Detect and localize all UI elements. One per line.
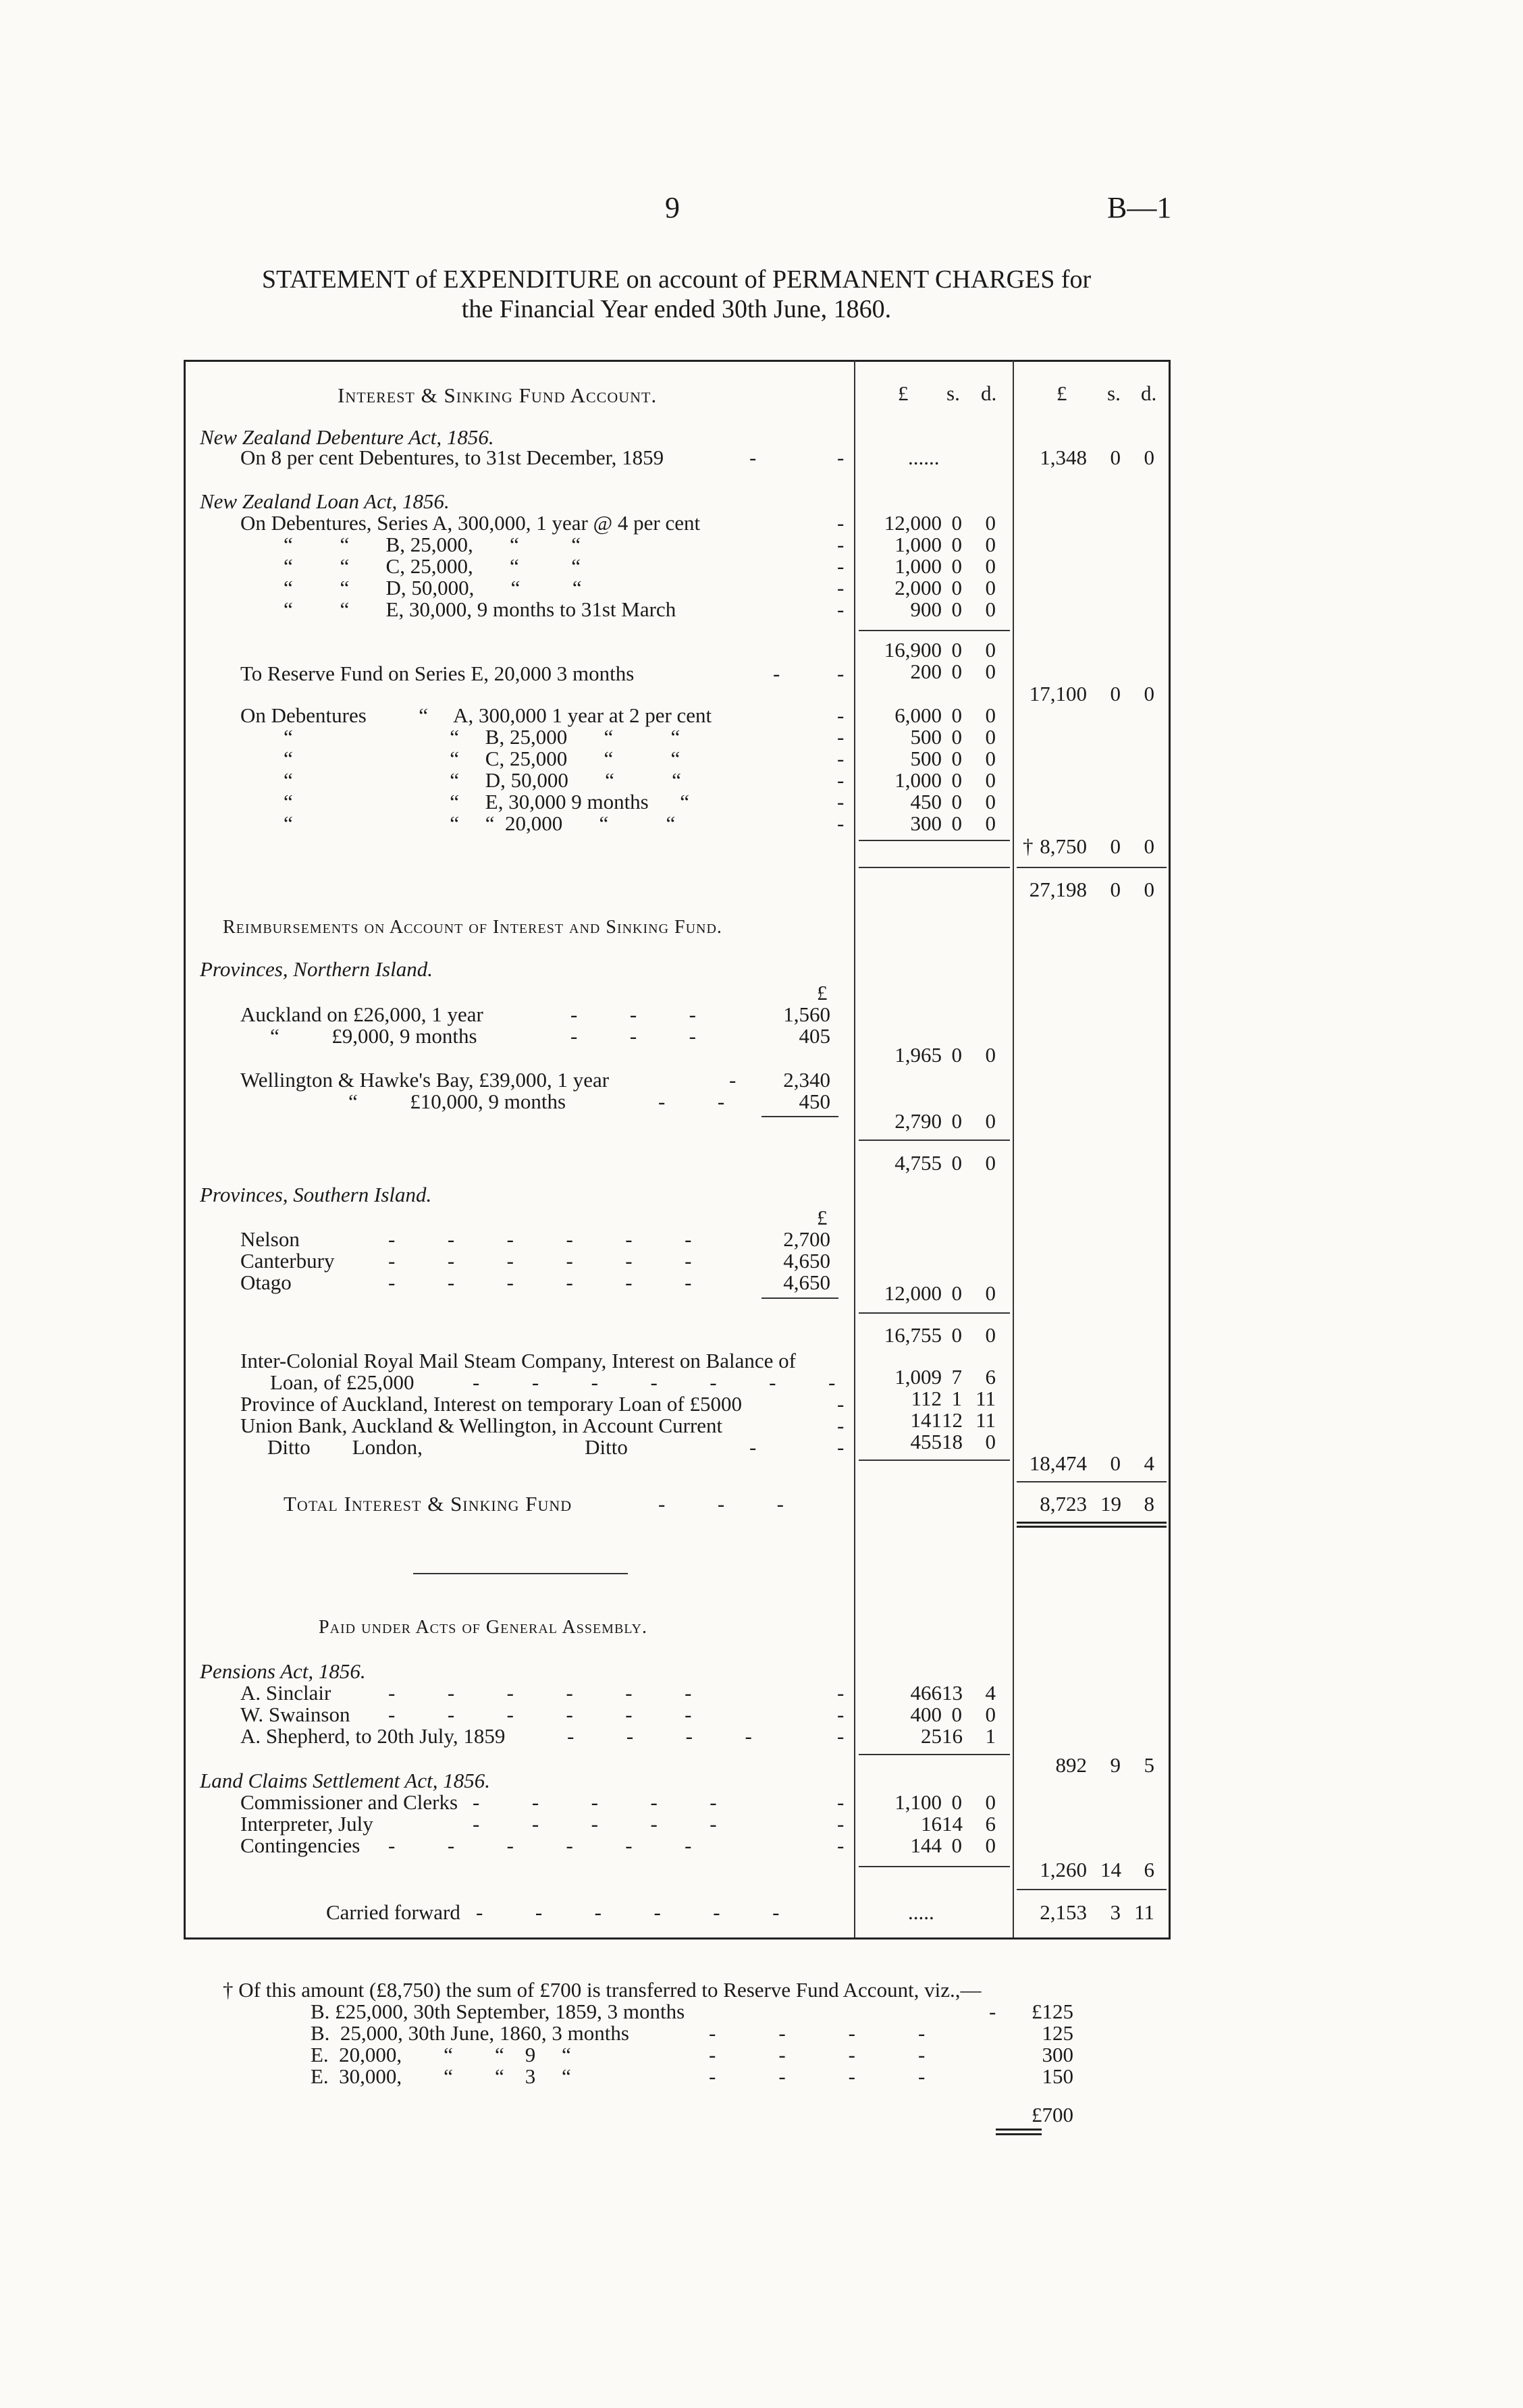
debenture-row-l: 450 — [910, 790, 942, 813]
debenture-row-l: 500 — [910, 747, 942, 770]
auckland-total-s: 0 — [951, 1043, 962, 1067]
series-s: 0 — [951, 511, 962, 535]
series-d: 0 — [985, 576, 996, 599]
leader-dash: - — [837, 811, 845, 835]
footnote-total: £700 — [1032, 2103, 1073, 2126]
pensioner-name: A. Sinclair — [240, 1681, 331, 1705]
debenture-row-d: 0 — [985, 790, 996, 813]
debenture-row-d: 0 — [985, 747, 996, 770]
table-right-rule — [1169, 360, 1171, 1939]
auckland-line-1: Auckland on £26,000, 1 year — [240, 1002, 483, 1026]
total-interest-l: 8,723 — [1040, 1492, 1087, 1516]
debenture-line: On 8 per cent Debentures, to 31st December, 1859 — [240, 446, 664, 469]
reserve-d: 0 — [985, 660, 996, 683]
debenture-row-d: 0 — [985, 811, 996, 835]
leader-dashes: - - - - — [709, 2043, 926, 2066]
column-divider-2 — [1013, 360, 1014, 1939]
pension-l: 400 — [910, 1703, 942, 1726]
leader-dashes: - - - — [570, 1024, 696, 1048]
double-rule — [1017, 1526, 1167, 1528]
land-claims-s: 0 — [951, 1834, 962, 1857]
leader-dashes: - - - - - - — [388, 1227, 692, 1251]
leader-dashes: - - - - — [709, 2064, 926, 2088]
pensions-total-d: 5 — [1144, 1753, 1154, 1777]
southern-total-d: 0 — [985, 1281, 996, 1305]
leader-dashes: - - - — [570, 1002, 696, 1026]
debenture-row-label: “ “ E, 30,000 9 months “ — [284, 790, 690, 813]
series-d: 0 — [985, 597, 996, 621]
debentures-total-d: 0 — [1144, 834, 1154, 858]
wellington-amount-1: 2,340 — [783, 1068, 830, 1092]
intercolonial-line-1: Inter-Colonial Royal Mail Steam Company, Interest on Balance of — [240, 1349, 796, 1372]
statement-subtitle: the Financial Year ended 30th June, 1860. — [461, 295, 892, 323]
series-l: 12,000 — [884, 511, 942, 535]
wellington-total-d: 0 — [985, 1109, 996, 1133]
total-interest-s: 19 — [1100, 1492, 1121, 1516]
debenture-row-s: 0 — [951, 811, 962, 835]
table-bottom-rule — [184, 1937, 1171, 1939]
total-rule — [1017, 867, 1167, 868]
leader-dashes: - - - - - - — [388, 1270, 692, 1294]
leader-dash: - — [837, 1392, 845, 1416]
land-claims-total-d: 6 — [1144, 1858, 1154, 1881]
land-claims-s: 0 — [951, 1790, 962, 1814]
interest-grand-total-d: 0 — [1144, 878, 1154, 901]
reserve-label: To Reserve Fund on Series E, 20,000 3 months — [240, 662, 635, 685]
intercolonial-line-2: Loan, of £25,000 — [270, 1370, 415, 1394]
province-loan-d: 11 — [976, 1387, 996, 1410]
intercolonial-l: 1,009 — [894, 1365, 942, 1389]
debenture-row-s: 0 — [951, 703, 962, 727]
ditto-l: 455 — [910, 1430, 942, 1453]
debenture-row-l: 500 — [910, 725, 942, 749]
interest-heading: Interest & Sinking Fund Account. — [338, 383, 658, 407]
leader-dash: - — [837, 725, 845, 749]
ditto-label: Ditto London, Ditto — [267, 1435, 628, 1459]
leader-dash: - — [749, 446, 757, 469]
leader-dash: - — [837, 790, 845, 813]
leader-dash: - — [837, 554, 845, 578]
carried-dots: ..... — [908, 1900, 934, 1924]
northern-total-d: 0 — [985, 1151, 996, 1175]
loan-total-s: 0 — [1110, 682, 1121, 705]
carried-forward-label: Carried forward — [326, 1900, 460, 1924]
auckland-total-d: 0 — [985, 1043, 996, 1067]
leader-dash: - — [837, 1703, 845, 1726]
subtotal-rule — [859, 630, 1010, 631]
auckland-total-l: 1,965 — [894, 1043, 942, 1067]
carried-forward-l: 2,153 — [1040, 1900, 1087, 1924]
footnote-item: B. 25,000, 30th June, 1860, 3 months — [311, 2021, 629, 2045]
shillings-header-2: s. — [1107, 381, 1121, 405]
land-claims-item: Commissioner and Clerks — [240, 1790, 458, 1814]
northern-total-l: 4,755 — [894, 1151, 942, 1175]
pension-s: 16 — [942, 1724, 963, 1748]
footnote-amount: £125 — [1032, 2000, 1073, 2023]
leader-dashes: - - - - - - — [388, 1249, 692, 1273]
reimbursements-heading: Reimbursements on Account of Interest and Sinking Fund. — [223, 917, 722, 938]
union-bank-label: Union Bank, Auckland & Wellington, in Account Current — [240, 1414, 723, 1437]
series-l: 1,000 — [894, 554, 942, 578]
auckland-line-2: “ £9,000, 9 months — [270, 1024, 477, 1048]
footnote-amount: 300 — [1042, 2043, 1073, 2066]
subtotal-rule — [859, 1866, 1010, 1867]
leader-dash: - — [837, 1834, 845, 1857]
series-label: “ “ C, 25,000, “ “ — [284, 554, 581, 578]
column-divider-1 — [854, 360, 855, 1939]
pound-header-2: £ — [1057, 381, 1067, 405]
land-claims-total-s: 14 — [1100, 1858, 1121, 1881]
leader-dash: - — [837, 576, 845, 599]
subtotal-rule — [859, 840, 1010, 841]
leader-dash: - — [837, 1681, 845, 1705]
leader-dashes: - - - — [658, 1492, 784, 1516]
southern-island-title: Provinces, Southern Island. — [200, 1183, 432, 1206]
interest-grand-total-s: 0 — [1110, 878, 1121, 901]
leader-dash: - — [837, 511, 845, 535]
pensions-total-s: 9 — [1110, 1753, 1121, 1777]
leader-dash: - — [837, 662, 845, 685]
northern-total-s: 0 — [951, 1151, 962, 1175]
table-left-rule — [184, 360, 186, 1939]
loan-act-title: New Zealand Loan Act, 1856. — [200, 489, 450, 513]
debenture-row-l: 1,000 — [894, 768, 942, 792]
debentures-total-s: 0 — [1110, 834, 1121, 858]
wellington-line-1: Wellington & Hawke's Bay, £39,000, 1 year — [240, 1068, 610, 1092]
subtotal-rule — [859, 1754, 1010, 1755]
auckland-amount-2: 405 — [799, 1024, 830, 1048]
province-amount: 4,650 — [783, 1249, 830, 1273]
pensioner-name: A. Shepherd, to 20th July, 1859 — [240, 1724, 506, 1748]
debenture-total-d: 0 — [1144, 446, 1154, 469]
section-separator — [413, 1573, 628, 1574]
province-name: Nelson — [240, 1227, 300, 1251]
pound-sign: £ — [817, 1206, 828, 1229]
land-claims-d: 0 — [985, 1790, 996, 1814]
union-bank-l: 141 — [910, 1408, 942, 1432]
series-s: 0 — [951, 554, 962, 578]
series-d: 0 — [985, 533, 996, 556]
amount-rule — [762, 1297, 838, 1299]
subtotal-rule — [859, 867, 1010, 868]
debenture-row-d: 0 — [985, 703, 996, 727]
debentures-total-l: 8,750 — [1040, 834, 1087, 858]
carried-forward-d: 11 — [1134, 1900, 1154, 1924]
double-rule — [996, 2129, 1042, 2131]
debenture-row-s: 0 — [951, 768, 962, 792]
land-claims-total-l: 1,260 — [1040, 1858, 1087, 1881]
pensions-total-l: 892 — [1055, 1753, 1087, 1777]
interest-grand-total-l: 27,198 — [1029, 878, 1087, 901]
dagger-mark: † — [1023, 834, 1034, 858]
debenture-row-d: 0 — [985, 725, 996, 749]
leader-dash: - — [837, 768, 845, 792]
leader-dash: - — [837, 1435, 845, 1459]
series-label: “ “ E, 30,000, 9 months to 31st March — [284, 597, 676, 621]
pension-s: 13 — [942, 1681, 963, 1705]
series-label: “ “ D, 50,000, “ “ — [284, 576, 582, 599]
intercolonial-s: 7 — [951, 1365, 962, 1389]
leader-dashes: - - - - - - — [476, 1900, 780, 1924]
subtotal-rule — [859, 1312, 1010, 1314]
land-claims-d: 0 — [985, 1834, 996, 1857]
debenture-row-l: 6,000 — [894, 703, 942, 727]
debenture-total-s: 0 — [1110, 446, 1121, 469]
leader-dashes: - - - - - — [473, 1790, 717, 1814]
province-name: Otago — [240, 1270, 292, 1294]
reserve-s: 0 — [951, 660, 962, 683]
series-s: 0 — [951, 597, 962, 621]
total-interest-d: 8 — [1144, 1492, 1154, 1516]
footnote-intro: † Of this amount (£8,750) the sum of £700 is transferred to Reserve Fund Account, viz.,— — [223, 1978, 982, 2002]
leader-dashes: - - - - — [709, 2021, 926, 2045]
series-l: 900 — [910, 597, 942, 621]
pension-l: 466 — [910, 1681, 942, 1705]
debenture-row-d: 0 — [985, 768, 996, 792]
southern-total-s: 0 — [951, 1281, 962, 1305]
debenture-row-label: On Debentures “ A, 300,000 1 year at 2 per cent — [240, 703, 712, 727]
leader-dashes: - - - - — [567, 1724, 752, 1748]
wellington-total-l: 2,790 — [894, 1109, 942, 1133]
carried-forward-s: 3 — [1110, 1900, 1121, 1924]
pension-d: 0 — [985, 1703, 996, 1726]
northern-island-title: Provinces, Northern Island. — [200, 957, 433, 981]
land-claims-l: 1,100 — [894, 1790, 942, 1814]
province-loan-label: Province of Auckland, Interest on temporary Loan of £5000 — [240, 1392, 742, 1416]
leader-dash: - — [837, 597, 845, 621]
series-l: 2,000 — [894, 576, 942, 599]
subtotal-rule — [859, 1460, 1010, 1461]
leader-dash: - — [989, 2000, 996, 2023]
pension-d: 4 — [985, 1681, 996, 1705]
land-claims-l: 144 — [910, 1834, 942, 1857]
reserve-l: 200 — [910, 660, 942, 683]
debenture-row-s: 0 — [951, 725, 962, 749]
land-claims-l: 16 — [921, 1812, 942, 1836]
debenture-act-title: New Zealand Debenture Act, 1856. — [200, 425, 494, 449]
reimbursements-total-d: 0 — [985, 1323, 996, 1347]
pound-sign: £ — [817, 981, 828, 1005]
total-rule — [1017, 1481, 1167, 1482]
amount-rule — [762, 1116, 838, 1117]
debenture-total-l: 1,348 — [1040, 446, 1087, 469]
leader-dashes: - - - - - - - — [473, 1370, 836, 1394]
land-claims-s: 14 — [942, 1812, 963, 1836]
ditto-s: 18 — [942, 1430, 963, 1453]
series-l: 1,000 — [894, 533, 942, 556]
leader-dashes: - - - - - - — [388, 1681, 692, 1705]
series-subtotal-d: 0 — [985, 638, 996, 662]
series-s: 0 — [951, 533, 962, 556]
intercolonial-d: 6 — [985, 1365, 996, 1389]
pound-header: £ — [898, 381, 909, 405]
page-number: 9 — [665, 191, 680, 224]
leader-dash: - — [837, 703, 845, 727]
double-rule — [996, 2133, 1042, 2135]
auckland-amount-1: 1,560 — [783, 1002, 830, 1026]
reimbursements-total-s: 0 — [951, 1323, 962, 1347]
land-claims-act-title: Land Claims Settlement Act, 1856. — [200, 1769, 490, 1792]
debenture-row-label: “ “ C, 25,000 “ “ — [284, 747, 680, 770]
debenture-row-s: 0 — [951, 747, 962, 770]
footnote-item: E. 20,000, “ “ 9 “ — [311, 2043, 571, 2066]
subtotal-rule — [859, 1140, 1010, 1141]
section-total-d: 4 — [1144, 1451, 1154, 1475]
land-claims-item: Interpreter, July — [240, 1812, 373, 1836]
debenture-row-s: 0 — [951, 790, 962, 813]
assembly-heading: Paid under Acts of General Assembly. — [319, 1617, 647, 1638]
leader-dash: - — [773, 662, 780, 685]
province-loan-s: 1 — [951, 1387, 962, 1410]
loan-total-l: 17,100 — [1029, 682, 1087, 705]
pension-s: 0 — [951, 1703, 962, 1726]
province-name: Canterbury — [240, 1249, 335, 1273]
pensioner-name: W. Swainson — [240, 1703, 350, 1726]
pence-header: d. — [981, 381, 997, 405]
leader-dashes: - - - - - — [473, 1812, 717, 1836]
leader-dash: - — [837, 1812, 845, 1836]
pence-header-2: d. — [1141, 381, 1157, 405]
leader-dashes: - - - - - - — [388, 1834, 692, 1857]
section-total-l: 18,474 — [1029, 1451, 1087, 1475]
section-total-s: 0 — [1110, 1451, 1121, 1475]
reimbursements-total-l: 16,755 — [884, 1323, 942, 1347]
debenture-row-l: 300 — [910, 811, 942, 835]
leader-dash: - — [729, 1068, 737, 1092]
union-bank-d: 11 — [976, 1408, 996, 1432]
debenture-row-label: “ “ B, 25,000 “ “ — [284, 725, 680, 749]
pension-d: 1 — [985, 1724, 996, 1748]
document-code: B—1 — [1107, 191, 1172, 224]
shillings-header: s. — [946, 381, 960, 405]
wellington-total-s: 0 — [951, 1109, 962, 1133]
double-rule — [1017, 1522, 1167, 1524]
total-interest-label: Total Interest & Sinking Fund — [284, 1492, 572, 1516]
debenture-row-label: “ “ “ 20,000 “ “ — [284, 811, 676, 835]
leader-dash: - — [749, 1435, 757, 1459]
leader-dash: - — [837, 533, 845, 556]
land-claims-d: 6 — [985, 1812, 996, 1836]
statement-title: STATEMENT of EXPENDITURE on account of PERMANENT CHARGES for — [261, 265, 1092, 294]
series-d: 0 — [985, 554, 996, 578]
leader-dash: - — [837, 1724, 845, 1748]
footnote-amount: 150 — [1042, 2064, 1073, 2088]
pensions-act-title: Pensions Act, 1856. — [200, 1659, 366, 1683]
leader-dash: - — [837, 1414, 845, 1437]
leader-dash: - — [837, 446, 845, 469]
table-top-rule — [184, 360, 1171, 362]
province-amount: 2,700 — [783, 1227, 830, 1251]
leader-dashes: - - — [658, 1090, 725, 1113]
leader-dashes: - - - - - - — [388, 1703, 692, 1726]
series-label: “ “ B, 25,000, “ “ — [284, 533, 581, 556]
total-rule — [1017, 1889, 1167, 1890]
province-amount: 4,650 — [783, 1270, 830, 1294]
union-bank-s: 12 — [942, 1408, 963, 1432]
leader-dash: - — [837, 1790, 845, 1814]
land-claims-item: Contingencies — [240, 1834, 360, 1857]
series-subtotal-s: 0 — [951, 638, 962, 662]
leader-dash: - — [837, 747, 845, 770]
southern-total-l: 12,000 — [884, 1281, 942, 1305]
loan-total-d: 0 — [1144, 682, 1154, 705]
series-s: 0 — [951, 576, 962, 599]
wellington-line-2: “ £10,000, 9 months — [348, 1090, 566, 1113]
debenture-dots: ...... — [908, 446, 940, 469]
footnote-item: B. £25,000, 30th September, 1859, 3 months — [311, 2000, 685, 2023]
series-subtotal-l: 16,900 — [884, 638, 942, 662]
ditto-d: 0 — [985, 1430, 996, 1453]
pension-l: 25 — [921, 1724, 942, 1748]
footnote-item: E. 30,000, “ “ 3 “ — [311, 2064, 571, 2088]
series-label: On Debentures, Series A, 300,000, 1 year @ 4 per cent — [240, 511, 701, 535]
series-d: 0 — [985, 511, 996, 535]
footnote-amount: 125 — [1042, 2021, 1073, 2045]
wellington-amount-2: 450 — [799, 1090, 830, 1113]
province-loan-l: 112 — [911, 1387, 942, 1410]
debenture-row-label: “ “ D, 50,000 “ “ — [284, 768, 681, 792]
